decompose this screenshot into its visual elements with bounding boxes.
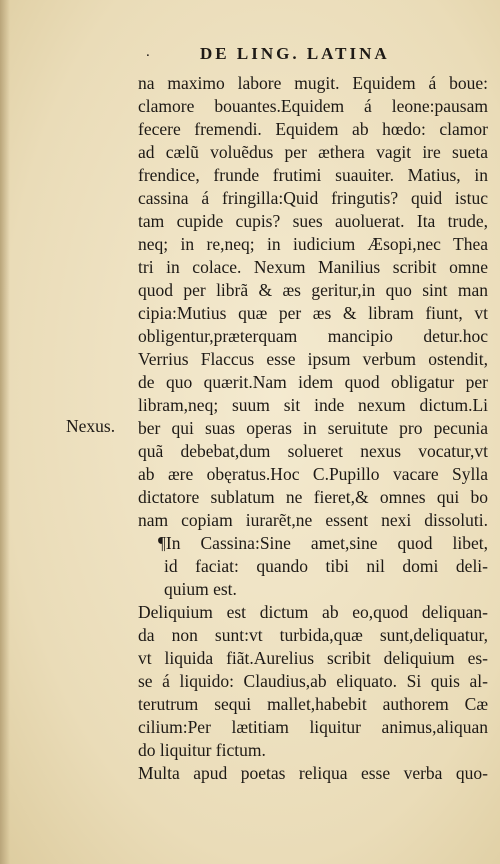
text-line: da non sunt:vt turbida,quæ sunt,deliquatur, bbox=[138, 625, 488, 645]
text-line: ab ære obęratus.Hoc C.Pupillo vacare Sylla bbox=[138, 464, 488, 484]
text-line: se á liquido: Claudius,ab eliquato. Si quis al- bbox=[138, 671, 488, 691]
running-head: DE LING. LATINA bbox=[200, 44, 390, 63]
text-line: clamore bouantes.Equidem á leone:pausam bbox=[138, 96, 488, 116]
text-line: obligentur,præterquam mancipio detur.hoc bbox=[138, 326, 488, 346]
text-line: fecere fremendi. Equidem ab hœdo: clamor bbox=[138, 119, 488, 139]
margin-note: Nexus. bbox=[66, 416, 116, 436]
quote-line: quium est. bbox=[164, 579, 237, 599]
text-line: libram,neq; suum sit inde nexum dictum.Li bbox=[138, 395, 488, 415]
text-line: cassina á fringilla:Quid fringutis? quid istuc bbox=[138, 188, 488, 208]
quote-line: ¶In Cassina:Sine amet,sine quod libet, bbox=[158, 533, 488, 553]
text-line: quod per librã & æs geritur,in quo sint man bbox=[138, 280, 488, 300]
text-line: cilium:Per lætitiam liquitur animus,aliquan bbox=[138, 717, 488, 737]
text-line: na maximo labore mugit. Equidem á boue: bbox=[138, 73, 488, 93]
text-line: de quo quærit.Nam idem quod obligatur per bbox=[138, 372, 488, 392]
text-line: neq; in re,neq; in iudicium Æsopi,nec Thea bbox=[138, 234, 488, 254]
quote-line: id faciat: quando tibi nil domi deli- bbox=[164, 556, 488, 576]
text-line: Deliquium est dictum ab eo,quod deliquan- bbox=[138, 602, 488, 622]
text-line: tam cupide cupis? sues auoluerat. Ita trude, bbox=[138, 211, 488, 231]
text-line: ber qui suas operas in seruitute pro pecunia bbox=[138, 418, 488, 438]
text-line: Multa apud poetas reliqua esse verba quo- bbox=[138, 763, 488, 783]
text-line: frendice, frunde frutimi suauiter. Matius, in bbox=[138, 165, 488, 185]
text-line: cipia:Mutius quæ per æs & libram fiunt, vt bbox=[138, 303, 488, 323]
text-line: terutrum sequi mallet,habebit authorem Cæ bbox=[138, 694, 488, 714]
body-text bbox=[138, 72, 488, 785]
text-line: tri in colace. Nexum Manilius scribit omne bbox=[138, 257, 488, 277]
running-head-mark: . bbox=[146, 44, 150, 60]
text-line: quã debebat,dum solueret nexus vocatur,vt bbox=[138, 441, 488, 461]
text-line: nam copiam iurarẽt,ne essent nexi dissoluti. bbox=[138, 510, 488, 530]
page-edge-shadow bbox=[0, 0, 10, 864]
text-line: Verrius Flaccus esse ipsum verbum ostendit, bbox=[138, 349, 488, 369]
text-line: vt liquida fiãt.Aurelius scribit deliquium es- bbox=[138, 648, 488, 668]
text-line: do liquitur fictum. bbox=[138, 740, 266, 760]
text-line: ad cælũ voluẽdus per æthera vagit ire sueta bbox=[138, 142, 488, 162]
text-line: dictatore sublatum ne fieret,& omnes qui bo bbox=[138, 487, 488, 507]
